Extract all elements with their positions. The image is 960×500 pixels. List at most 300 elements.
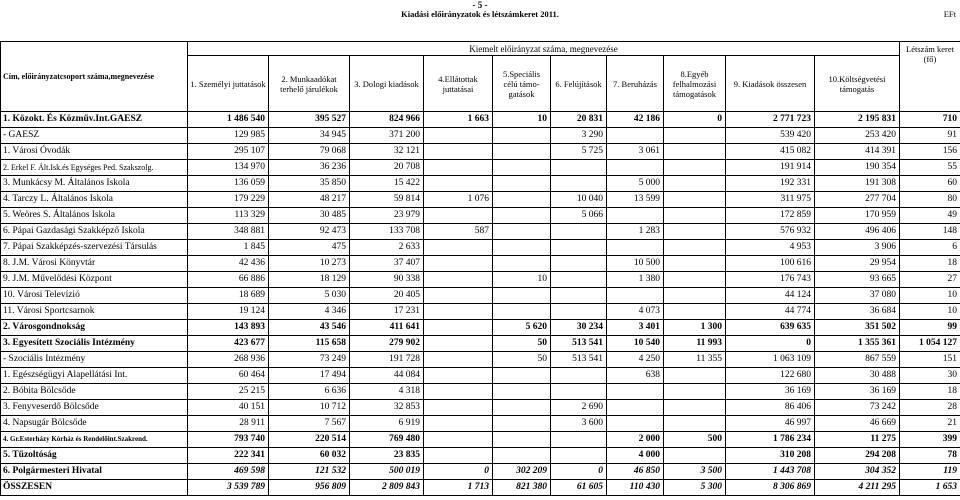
cell-value — [493, 448, 551, 464]
cell-value: 5 030 — [269, 288, 350, 304]
cell-value: 3 061 — [607, 144, 664, 160]
cell-value: 121 532 — [269, 464, 350, 480]
cell-value — [424, 416, 493, 432]
cell-value: 18 689 — [188, 288, 269, 304]
cell-value: 1 443 708 — [726, 464, 815, 480]
row-label: ÖSSZESEN — [1, 480, 188, 496]
cell-value: 17 494 — [269, 368, 350, 384]
cell-value — [493, 256, 551, 272]
cell-value: 30 488 — [815, 368, 900, 384]
header-col-3: 3. Dologi kiadások — [350, 56, 424, 112]
cell-value: 172 859 — [726, 208, 815, 224]
cell-value: 100 616 — [726, 256, 815, 272]
cell-value — [493, 208, 551, 224]
cell-value — [607, 416, 664, 432]
cell-value: 1 300 — [664, 320, 726, 336]
cell-value: 304 352 — [815, 464, 900, 480]
cell-value — [424, 432, 493, 448]
cell-value: 11 275 — [815, 432, 900, 448]
cell-value: 414 391 — [815, 144, 900, 160]
cell-value: 6 919 — [350, 416, 424, 432]
cell-value — [551, 384, 607, 400]
table-row — [1, 192, 960, 208]
cell-value: 78 — [900, 448, 960, 464]
cell-value: 469 598 — [188, 464, 269, 480]
row-label: 2. Városgondnokság — [1, 320, 188, 336]
cell-value — [551, 256, 607, 272]
cell-value — [493, 400, 551, 416]
cell-value — [424, 304, 493, 320]
cell-value: 115 658 — [269, 336, 350, 352]
cell-value: 3 906 — [815, 240, 900, 256]
cell-value: 824 966 — [350, 112, 424, 128]
cell-value: 1 355 361 — [815, 336, 900, 352]
cell-value: 35 850 — [269, 176, 350, 192]
cell-value: 59 814 — [350, 192, 424, 208]
cell-value — [551, 448, 607, 464]
cell-value: 27 — [900, 272, 960, 288]
cell-value: 148 — [900, 224, 960, 240]
cell-value — [607, 288, 664, 304]
cell-value: 348 881 — [188, 224, 269, 240]
cell-value: 2 809 843 — [350, 480, 424, 496]
row-label: 6. Polgármesteri Hivatal — [1, 464, 188, 480]
cell-value — [493, 240, 551, 256]
cell-value: 1 845 — [188, 240, 269, 256]
cell-value — [493, 144, 551, 160]
cell-value — [424, 336, 493, 352]
cell-value: 44 774 — [726, 304, 815, 320]
cell-value: 28 — [900, 400, 960, 416]
cell-value: 4 346 — [269, 304, 350, 320]
cell-value — [551, 272, 607, 288]
cell-value — [424, 256, 493, 272]
cell-value: 956 809 — [269, 480, 350, 496]
cell-value: 294 208 — [815, 448, 900, 464]
cell-value: 11 355 — [664, 352, 726, 368]
cell-value: 179 229 — [188, 192, 269, 208]
cell-value: 351 502 — [815, 320, 900, 336]
cell-value — [493, 384, 551, 400]
cell-value — [664, 160, 726, 176]
cell-value: 13 599 — [607, 192, 664, 208]
cell-value: 151 — [900, 352, 960, 368]
cell-value: 1 786 234 — [726, 432, 815, 448]
cell-value: 411 641 — [350, 320, 424, 336]
cell-value: 5 000 — [607, 176, 664, 192]
row-label: - GAESZ — [1, 128, 188, 144]
row-label: 5. Tűzoltóság — [1, 448, 188, 464]
cell-value — [493, 288, 551, 304]
header-col-7: 7. Beruházás — [607, 56, 664, 112]
cell-value: 176 743 — [726, 272, 815, 288]
cell-value: 42 436 — [188, 256, 269, 272]
table-row — [1, 144, 960, 160]
cell-value: 710 — [900, 112, 960, 128]
cell-value: 61 605 — [551, 480, 607, 496]
table-row — [1, 208, 960, 224]
cell-value — [424, 288, 493, 304]
cell-value — [664, 272, 726, 288]
cell-value: 44 124 — [726, 288, 815, 304]
row-label: 4. Gr.Esterházy Kórház és Rendelőint.Szakrend. — [1, 432, 188, 448]
cell-value: 500 019 — [350, 464, 424, 480]
cell-value: 29 954 — [815, 256, 900, 272]
cell-value: 4 073 — [607, 304, 664, 320]
cell-value: 90 338 — [350, 272, 424, 288]
page-number: - 5 - — [472, 0, 488, 10]
cell-value: 23 979 — [350, 208, 424, 224]
cell-value: 10 — [900, 304, 960, 320]
cell-value: 10 712 — [269, 400, 350, 416]
cell-value: 10 500 — [607, 256, 664, 272]
cell-value: 50 — [493, 352, 551, 368]
cell-value: 19 124 — [188, 304, 269, 320]
cell-value: 513 541 — [551, 352, 607, 368]
row-label: 10. Városi Televízió — [1, 288, 188, 304]
cell-value: 5 300 — [664, 480, 726, 496]
cell-value — [664, 208, 726, 224]
cell-value — [551, 240, 607, 256]
unit-label: EFt — [943, 9, 956, 19]
cell-value: 93 665 — [815, 272, 900, 288]
row-label: 4. Tarczy L. Általános Iskola — [1, 192, 188, 208]
cell-value: 46 997 — [726, 416, 815, 432]
cell-value — [424, 176, 493, 192]
header-row-label: Cím, előirányzatcsoport száma,megnevezése — [1, 42, 188, 112]
cell-value: 268 936 — [188, 352, 269, 368]
cell-value — [493, 160, 551, 176]
table-row — [1, 480, 960, 496]
cell-value: 49 — [900, 208, 960, 224]
table-row — [1, 448, 960, 464]
cell-value: 793 740 — [188, 432, 269, 448]
cell-value — [607, 384, 664, 400]
cell-value: 500 — [664, 432, 726, 448]
table-row — [1, 320, 960, 336]
cell-value: 50 — [493, 336, 551, 352]
cell-value: 1 653 — [900, 480, 960, 496]
cell-value — [493, 304, 551, 320]
row-label: 9. J.M. Művelődési Központ — [1, 272, 188, 288]
cell-value: 587 — [424, 224, 493, 240]
cell-value — [424, 352, 493, 368]
cell-value: 15 422 — [350, 176, 424, 192]
cell-value: 80 — [900, 192, 960, 208]
row-label: 5. Weöres S. Általános Iskola — [1, 208, 188, 224]
cell-value: 4 000 — [607, 448, 664, 464]
cell-value: 32 121 — [350, 144, 424, 160]
row-label: 8. J.M. Városi Könyvtár — [1, 256, 188, 272]
cell-value: 60 — [900, 176, 960, 192]
cell-value — [664, 288, 726, 304]
cell-value: 10 540 — [607, 336, 664, 352]
table-row — [1, 464, 960, 480]
cell-value: 4 211 295 — [815, 480, 900, 496]
cell-value: 1 663 — [424, 112, 493, 128]
row-label: 3. Munkácsy M. Általános Iskola — [1, 176, 188, 192]
cell-value: 10 — [493, 112, 551, 128]
cell-value: 3 600 — [551, 416, 607, 432]
table-row — [1, 112, 960, 128]
cell-value — [551, 176, 607, 192]
cell-value: 399 — [900, 432, 960, 448]
cell-value: 91 — [900, 128, 960, 144]
cell-value: 2 690 — [551, 400, 607, 416]
row-label: 2. Bóbita Bölcsőde — [1, 384, 188, 400]
cell-value — [424, 384, 493, 400]
cell-value — [551, 432, 607, 448]
cell-value — [493, 176, 551, 192]
cell-value — [551, 304, 607, 320]
cell-value: 60 032 — [269, 448, 350, 464]
table-row — [1, 352, 960, 368]
cell-value: 277 704 — [815, 192, 900, 208]
header-col-1: 1. Személyi juttatások — [188, 56, 269, 112]
cell-value: 0 — [664, 112, 726, 128]
cell-value: 129 985 — [188, 128, 269, 144]
cell-value: 17 231 — [350, 304, 424, 320]
cell-value: 73 242 — [815, 400, 900, 416]
header-col-10: 10.Költségvetési támogatás — [815, 56, 900, 112]
cell-value: 7 567 — [269, 416, 350, 432]
header-col-6: 6. Felújítások — [551, 56, 607, 112]
row-label: 4. Napsugár Bölcsőde — [1, 416, 188, 432]
cell-value — [424, 240, 493, 256]
cell-value: 25 215 — [188, 384, 269, 400]
cell-value: 539 420 — [726, 128, 815, 144]
header-banner: Kiemelt előirányzat száma, megnevezése — [188, 42, 900, 56]
cell-value: 48 217 — [269, 192, 350, 208]
cell-value: 191 308 — [815, 176, 900, 192]
cell-value: 0 — [424, 464, 493, 480]
table-row — [1, 384, 960, 400]
cell-value — [664, 144, 726, 160]
cell-value: 0 — [551, 464, 607, 480]
cell-value: 475 — [269, 240, 350, 256]
cell-value: 40 151 — [188, 400, 269, 416]
row-label: 3. Fenyveserdő Bölcsőde — [1, 400, 188, 416]
cell-value: 1 076 — [424, 192, 493, 208]
header-col-5: 5.Speciális célú támo-gatások — [493, 56, 551, 112]
cell-value: 28 911 — [188, 416, 269, 432]
cell-value — [493, 192, 551, 208]
cell-value: 79 068 — [269, 144, 350, 160]
cell-value — [607, 128, 664, 144]
cell-value: 30 234 — [551, 320, 607, 336]
cell-value — [664, 416, 726, 432]
cell-value: 32 853 — [350, 400, 424, 416]
cell-value: 34 945 — [269, 128, 350, 144]
table-row — [1, 128, 960, 144]
cell-value: 769 480 — [350, 432, 424, 448]
table-row — [1, 400, 960, 416]
cell-value: 1 486 540 — [188, 112, 269, 128]
cell-value: 220 514 — [269, 432, 350, 448]
cell-value — [664, 128, 726, 144]
cell-value: 1 380 — [607, 272, 664, 288]
header-col-4: 4.Ellátottak juttatásai — [424, 56, 493, 112]
table-row — [1, 368, 960, 384]
cell-value: 576 932 — [726, 224, 815, 240]
cell-value: 2 000 — [607, 432, 664, 448]
cell-value — [424, 128, 493, 144]
cell-value: 295 107 — [188, 144, 269, 160]
cell-value — [607, 240, 664, 256]
cell-value: 2 771 723 — [726, 112, 815, 128]
cell-value: 4 953 — [726, 240, 815, 256]
cell-value: 222 341 — [188, 448, 269, 464]
cell-value — [607, 208, 664, 224]
table-row — [1, 256, 960, 272]
cell-value: 310 208 — [726, 448, 815, 464]
cell-value: 279 902 — [350, 336, 424, 352]
cell-value: 122 680 — [726, 368, 815, 384]
cell-value: 18 129 — [269, 272, 350, 288]
cell-value — [493, 416, 551, 432]
cell-value: 21 — [900, 416, 960, 432]
cell-value: 37 080 — [815, 288, 900, 304]
cell-value: 6 636 — [269, 384, 350, 400]
cell-value: 639 635 — [726, 320, 815, 336]
cell-value: 2 633 — [350, 240, 424, 256]
cell-value — [424, 272, 493, 288]
row-label: 1. Városi Óvodák — [1, 144, 188, 160]
cell-value: 867 559 — [815, 352, 900, 368]
cell-value — [551, 368, 607, 384]
cell-value: 46 669 — [815, 416, 900, 432]
table-row — [1, 240, 960, 256]
cell-value: 86 406 — [726, 400, 815, 416]
row-label: 7. Pápai Szakképzés-szervezési Társulás — [1, 240, 188, 256]
table-row — [1, 304, 960, 320]
cell-value — [493, 432, 551, 448]
table-row — [1, 416, 960, 432]
cell-value — [607, 160, 664, 176]
cell-value — [424, 208, 493, 224]
cell-value: 20 831 — [551, 112, 607, 128]
cell-value — [424, 144, 493, 160]
cell-value — [424, 320, 493, 336]
row-label: 11. Városi Sportcsarnok — [1, 304, 188, 320]
cell-value: 3 539 789 — [188, 480, 269, 496]
cell-value: 191 914 — [726, 160, 815, 176]
cell-value — [493, 368, 551, 384]
cell-value — [607, 400, 664, 416]
cell-value — [664, 368, 726, 384]
cell-value: 1 063 109 — [726, 352, 815, 368]
cell-value: 20 405 — [350, 288, 424, 304]
cell-value: 5 620 — [493, 320, 551, 336]
cell-value: 1 713 — [424, 480, 493, 496]
cell-value: 6 — [900, 240, 960, 256]
cell-value: 36 236 — [269, 160, 350, 176]
cell-value: 73 249 — [269, 352, 350, 368]
row-label: 1. Egészségügyi Alapellátási Int. — [1, 368, 188, 384]
cell-value — [664, 256, 726, 272]
cell-value — [664, 400, 726, 416]
cell-value: 30 485 — [269, 208, 350, 224]
cell-value: 143 893 — [188, 320, 269, 336]
row-label: 6. Pápai Gazdasági Szakképző Iskola — [1, 224, 188, 240]
cell-value: 10 — [493, 272, 551, 288]
table-row — [1, 176, 960, 192]
cell-value: 8 306 869 — [726, 480, 815, 496]
cell-value: 30 — [900, 368, 960, 384]
cell-value: 638 — [607, 368, 664, 384]
cell-value: 302 209 — [493, 464, 551, 480]
cell-value: 92 473 — [269, 224, 350, 240]
cell-value: 395 527 — [269, 112, 350, 128]
row-label: 2. Erkel F. Ált.Isk.és Egységes Ped. Szakszolg. — [1, 160, 188, 176]
cell-value: 66 886 — [188, 272, 269, 288]
cell-value: 253 420 — [815, 128, 900, 144]
header-col-9: 9. Kiadások összesen — [726, 56, 815, 112]
cell-value: 3 500 — [664, 464, 726, 480]
cell-value: 513 541 — [551, 336, 607, 352]
cell-value: 10 273 — [269, 256, 350, 272]
cell-value: 18 — [900, 384, 960, 400]
table-row — [1, 432, 960, 448]
table-row — [1, 272, 960, 288]
cell-value — [664, 224, 726, 240]
cell-value: 170 959 — [815, 208, 900, 224]
cell-value — [551, 224, 607, 240]
cell-value — [551, 288, 607, 304]
cell-value: 4 318 — [350, 384, 424, 400]
cell-value: 4 250 — [607, 352, 664, 368]
cell-value — [493, 224, 551, 240]
cell-value — [424, 400, 493, 416]
row-label: - Szociális Intézmény — [1, 352, 188, 368]
table-row — [1, 336, 960, 352]
cell-value: 44 084 — [350, 368, 424, 384]
cell-value — [664, 384, 726, 400]
cell-value: 10 040 — [551, 192, 607, 208]
cell-value: 821 380 — [493, 480, 551, 496]
cell-value: 36 169 — [726, 384, 815, 400]
cell-value: 496 406 — [815, 224, 900, 240]
cell-value: 191 728 — [350, 352, 424, 368]
cell-value — [551, 160, 607, 176]
cell-value: 1 283 — [607, 224, 664, 240]
cell-value: 156 — [900, 144, 960, 160]
cell-value — [664, 448, 726, 464]
cell-value: 11 993 — [664, 336, 726, 352]
cell-value: 110 430 — [607, 480, 664, 496]
row-label: 3. Egyesített Szociális Intézmény — [1, 336, 188, 352]
cell-value: 134 970 — [188, 160, 269, 176]
header-col-8: 8.Egyéb felhalmozási támogatások — [664, 56, 726, 112]
cell-value: 1 054 127 — [900, 336, 960, 352]
cell-value — [424, 448, 493, 464]
cell-value: 60 464 — [188, 368, 269, 384]
cell-value: 36 169 — [815, 384, 900, 400]
cell-value: 55 — [900, 160, 960, 176]
cell-value: 43 546 — [269, 320, 350, 336]
cell-value: 3 290 — [551, 128, 607, 144]
cell-value — [664, 192, 726, 208]
cell-value: 192 331 — [726, 176, 815, 192]
cell-value: 190 354 — [815, 160, 900, 176]
cell-value: 23 835 — [350, 448, 424, 464]
cell-value: 119 — [900, 464, 960, 480]
cell-value: 5 066 — [551, 208, 607, 224]
cell-value — [664, 176, 726, 192]
table-row — [1, 160, 960, 176]
cell-value: 36 684 — [815, 304, 900, 320]
cell-value — [493, 128, 551, 144]
